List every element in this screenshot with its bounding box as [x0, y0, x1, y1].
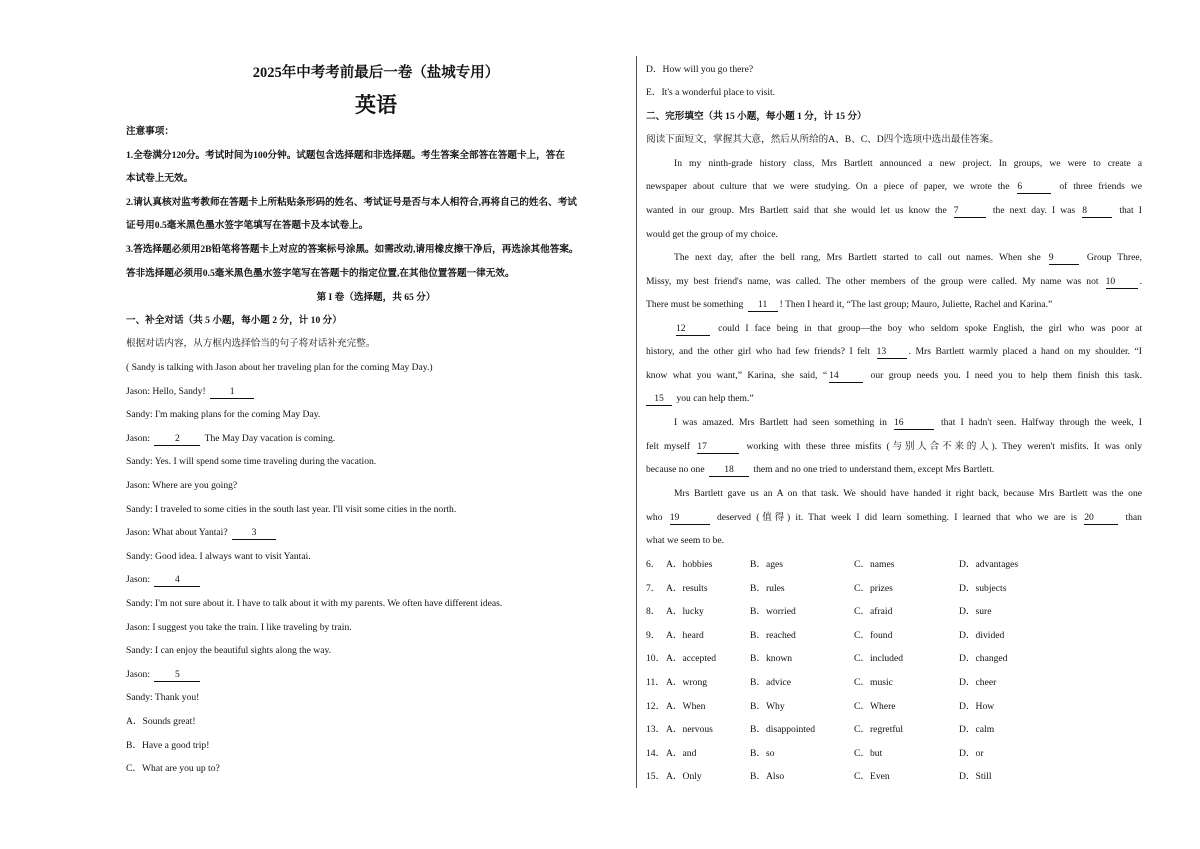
passage-line: There must be something 11 ! Then I heard it, “The last group; Mauro, Juliette, Rachel and Karina.”	[646, 299, 1053, 310]
choice-c[interactable]: C．music	[854, 677, 893, 688]
dialogue-line: Jason: Hello, Sandy! 1	[126, 386, 256, 399]
choice-a[interactable]: A．Only	[666, 771, 702, 783]
choice-d[interactable]: D．or	[959, 747, 984, 759]
passage-line: know what you want,” Karina, she said, “ 14 our group needs you. I need you to help them finish this task.	[646, 370, 1142, 381]
notice-line-1: 1.全卷满分120分。考试时间为100分钟。试题包含选择题和非选择题。考生答案全部答在答题卡上，答在	[126, 150, 565, 161]
passage-line: newspaper about culture that we were studying. On a piece of paper, we wrote the 6 of three friends we	[646, 181, 1142, 192]
dialogue-line: Jason: I suggest you take the train. I like traveling by train.	[126, 622, 352, 633]
dialogue-line: Sandy: I'm making plans for the coming May Day.	[126, 409, 321, 420]
dialogue-line: Sandy: Thank you!	[126, 692, 200, 703]
passage-line: Missy, my best friend's name, was called. The other members of the group were called. My name was not 10 .	[646, 276, 1142, 287]
blank-2[interactable]: 2	[154, 433, 200, 446]
section1-heading: 一、补全对话（共 5 小题，每小题 2 分，计 10 分）	[126, 315, 342, 326]
choice-d[interactable]: D．divided	[959, 629, 1005, 641]
choice-c[interactable]: C．afraid	[854, 606, 893, 618]
blank-18[interactable]: 18	[709, 464, 749, 477]
passage-line: Mrs Bartlett gave us an A on that task. We should have handed it right back, because Mrs Bartlett was the one	[674, 488, 1142, 499]
passage-line: 15 you can help them.”	[646, 393, 754, 406]
blank-1[interactable]: 1	[210, 386, 254, 399]
choice-b[interactable]: B．reached	[750, 629, 796, 641]
question-number: 9．	[646, 629, 661, 641]
question-number: 8．	[646, 606, 661, 618]
choice-a[interactable]: A．When	[666, 700, 706, 712]
section2-heading: 二、完形填空（共 15 小题，每小题 1 分，计 15 分）	[646, 111, 867, 122]
choice-c[interactable]: C．included	[854, 653, 904, 665]
notice-line-5: 3.答选择题必须用2B铅笔将答题卡上对应的答案标号涂黑。如需改动,请用橡皮擦干净后，再选涂其他答案。	[126, 244, 579, 255]
choice-d[interactable]: D．cheer	[959, 677, 997, 688]
passage-line: who 19 deserved (值得) it. That week I did learn something. I learned that who we are is 20 than	[646, 512, 1142, 523]
blank-8[interactable]: 8	[1082, 205, 1112, 218]
dialogue-context: ( Sandy is talking with Jason about her traveling plan for the coming May Day.)	[126, 362, 433, 373]
choice-a[interactable]: A．and	[666, 747, 697, 759]
blank-11[interactable]: 11	[748, 299, 778, 312]
blank-4[interactable]: 4	[154, 574, 200, 587]
passage-line: would get the group of my choice.	[646, 229, 778, 240]
blank-3[interactable]: 3	[232, 527, 276, 540]
blank-5[interactable]: 5	[154, 669, 200, 682]
choice-b[interactable]: B．advice	[750, 677, 792, 688]
choice-b[interactable]: B．rules	[750, 582, 785, 594]
blank-16[interactable]: 16	[894, 417, 934, 430]
blank-14[interactable]: 14	[829, 370, 863, 383]
exam-title: 2025年中考考前最后一卷（盐城专用）	[252, 65, 500, 81]
choice-d[interactable]: D．Still	[959, 771, 992, 783]
choice-d[interactable]: D．subjects	[959, 582, 1007, 594]
dialogue-line: Sandy: I'm not sure about it. I have to talk about it with my parents. We often have different ideas.	[126, 598, 503, 609]
dialogue-line: Jason: What about Yantai? 3	[126, 527, 278, 540]
question-number: 14．	[646, 747, 666, 759]
dialogue-line: Sandy: I traveled to some cities in the south last year. I'll visit some cities in the north.	[126, 504, 457, 515]
question-number: 11．	[646, 677, 665, 688]
option-b: B．Have a good trip!	[126, 740, 210, 751]
option-c: C．What are you up to?	[126, 763, 220, 774]
dialogue-line: Jason: Where are you going?	[126, 480, 238, 491]
choice-b[interactable]: B．Why	[750, 700, 785, 712]
passage-line: what we seem to be.	[646, 535, 725, 546]
choice-b[interactable]: B．disappointed	[750, 724, 816, 736]
choice-c[interactable]: C．regretful	[854, 724, 904, 736]
blank-13[interactable]: 13	[877, 346, 907, 359]
option-d: D．How will you go there?	[646, 64, 754, 75]
notice-line-4: 证号用0.5毫米黑色墨水签字笔填写在答题卡及本试卷上。	[126, 220, 369, 231]
dialogue-line: Jason: 2 The May Day vacation is coming.	[126, 433, 336, 444]
notice-line-6: 答非选择题必须用0.5毫米黑色墨水签字笔写在答题卡的指定位置,在其他位置答题一律无效。	[126, 268, 515, 279]
notice-line-2: 本试卷上无效。	[126, 173, 194, 184]
choice-c[interactable]: C．found	[854, 629, 893, 641]
part1-heading: 第 I 卷（选择题，共 65 分）	[316, 292, 436, 303]
section2-instruction: 阅读下面短文，掌握其大意，然后从所给的A、B、C、D四个选项中选出最佳答案。	[646, 134, 999, 145]
choice-b[interactable]: B．Also	[750, 771, 785, 783]
choice-c[interactable]: C．Where	[854, 700, 896, 712]
blank-9[interactable]: 9	[1049, 252, 1079, 265]
choice-c[interactable]: C．prizes	[854, 582, 893, 594]
passage-line: felt myself 17 working with these three misfits (与别人合不来的人). They weren't misfits. It was only	[646, 441, 1143, 452]
question-number: 6．	[646, 559, 661, 570]
blank-17[interactable]: 17	[697, 441, 739, 454]
passage-line: I was amazed. Mrs Bartlett had seen something in 16 that I hadn't seen. Halfway through the week, I	[674, 417, 1142, 428]
passage-line: history, and the other girl who had few friends? I felt 13 . Mrs Bartlett warmly placed a hand on my shoulder. “I	[646, 346, 1142, 357]
section1-instruction: 根据对话内容，从方框内选择恰当的句子将对话补充完整。	[126, 338, 376, 349]
passage-line: because no one 18 them and no one tried to understand them, except Mrs Bartlett.	[646, 464, 995, 475]
choice-b[interactable]: B．worried	[750, 606, 796, 618]
choice-a[interactable]: A．hobbies	[666, 559, 713, 570]
choice-a[interactable]: A．nervous	[666, 724, 713, 736]
choice-d[interactable]: D．calm	[959, 724, 995, 736]
choice-b[interactable]: B．so	[750, 747, 775, 759]
blank-6[interactable]: 6	[1017, 181, 1051, 194]
choice-c[interactable]: C．Even	[854, 771, 890, 783]
blank-10[interactable]: 10	[1106, 276, 1138, 289]
question-number: 15．	[646, 771, 666, 783]
dialogue-line: Jason: 5	[126, 669, 202, 682]
dialogue-line: Sandy: Good idea. I always want to visit Yantai.	[126, 551, 311, 562]
choice-d[interactable]: D．How	[959, 700, 995, 712]
choice-a[interactable]: A．wrong	[666, 677, 708, 688]
subject-title: 英语	[355, 93, 397, 117]
choice-a[interactable]: A．heard	[666, 629, 704, 641]
option-e: E．It's a wonderful place to visit.	[646, 87, 776, 98]
passage-line: 12 could I face being in that group—the boy who seldom spoke English, the girl who was poor at	[676, 323, 1143, 334]
notice-line-3: 2.请认真核对监考教师在答题卡上所粘贴条形码的姓名、考试证号是否与本人相符合,再将自己的姓名、考试	[126, 197, 577, 208]
dialogue-line: Jason: 4	[126, 574, 202, 587]
choice-a[interactable]: A．lucky	[666, 606, 704, 618]
choice-c[interactable]: C．but	[854, 747, 883, 759]
choice-b[interactable]: B．ages	[750, 559, 784, 570]
choice-d[interactable]: D．sure	[959, 606, 992, 618]
option-a: A．Sounds great!	[126, 716, 196, 727]
dialogue-line: Sandy: I can enjoy the beautiful sights along the way.	[126, 645, 332, 656]
question-number: 10．	[646, 653, 666, 665]
dialogue-line: Sandy: Yes. I will spend some time traveling during the vacation.	[126, 456, 377, 467]
passage-line: wanted in our group. Mrs Bartlett said that she would let us know the 7 the next day. I was 8 that I	[646, 205, 1142, 216]
question-number: 12．	[646, 700, 666, 712]
choice-b[interactable]: B．known	[750, 653, 793, 665]
choice-d[interactable]: D．advantages	[959, 559, 1019, 570]
column-divider	[636, 56, 637, 788]
choice-c[interactable]: C．names	[854, 559, 895, 570]
choice-a[interactable]: A．results	[666, 582, 708, 594]
question-number: 13．	[646, 724, 666, 736]
question-number: 7．	[646, 582, 661, 594]
choice-d[interactable]: D．changed	[959, 653, 1008, 665]
passage-line: The next day, after the bell rang, Mrs Bartlett started to call out names. When she 9 Group Three,	[674, 252, 1142, 263]
blank-12[interactable]: 12	[676, 323, 710, 336]
blank-20[interactable]: 20	[1084, 512, 1118, 525]
choice-a[interactable]: A．accepted	[666, 653, 717, 665]
notice-heading: 注意事项：	[126, 126, 174, 137]
passage-line: In my ninth-grade history class, Mrs Bartlett announced a new project. In groups, we were to create a	[674, 158, 1142, 169]
blank-15[interactable]: 15	[646, 393, 672, 406]
blank-7[interactable]: 7	[954, 205, 986, 218]
blank-19[interactable]: 19	[670, 512, 710, 525]
